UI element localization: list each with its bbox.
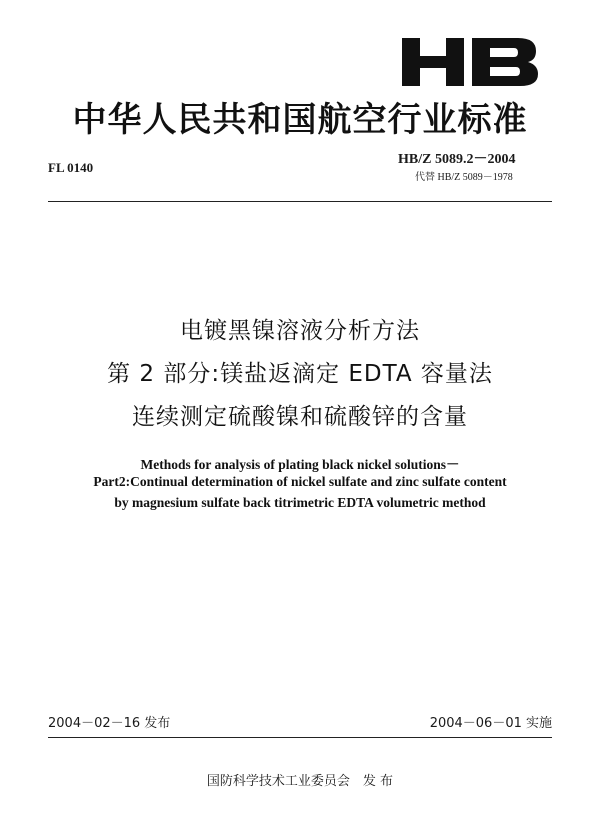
title-en-line3: by magnesium sulfate back titrimetric EDTA volumetric method (114, 495, 486, 510)
replaces-standard: 代替 HB/Z 5089－1978 (415, 172, 513, 183)
standard-number: HB/Z 5089.2－2004 (398, 152, 516, 167)
publisher: 国防科学技术工业委员会 发 布 (206, 774, 394, 789)
footer-divider (48, 737, 552, 738)
title-cn-line3: 连续测定硫酸镍和硫酸锌的含量 (132, 404, 468, 430)
effective-date: 2004－06－01 实施 (429, 716, 552, 731)
title-cn-line1: 电镀黑镍溶液分析方法 (180, 318, 420, 344)
title-cn-line2: 第 2 部分:镁盐返滴定 EDTA 容量法 (107, 361, 493, 387)
standard-category-title: 中华人民共和国航空行业标准 (72, 100, 528, 140)
hb-logo (400, 34, 540, 90)
classification-code: FL 0140 (48, 160, 94, 175)
issue-date: 2004－02－16 发布 (48, 716, 171, 731)
header-divider (48, 201, 552, 202)
title-en-line2: Part2:Continual determination of nickel sulfate and zinc sulfate content (93, 474, 507, 489)
title-en-line1: Methods for analysis of plating black nickel solutions－ (140, 457, 460, 472)
